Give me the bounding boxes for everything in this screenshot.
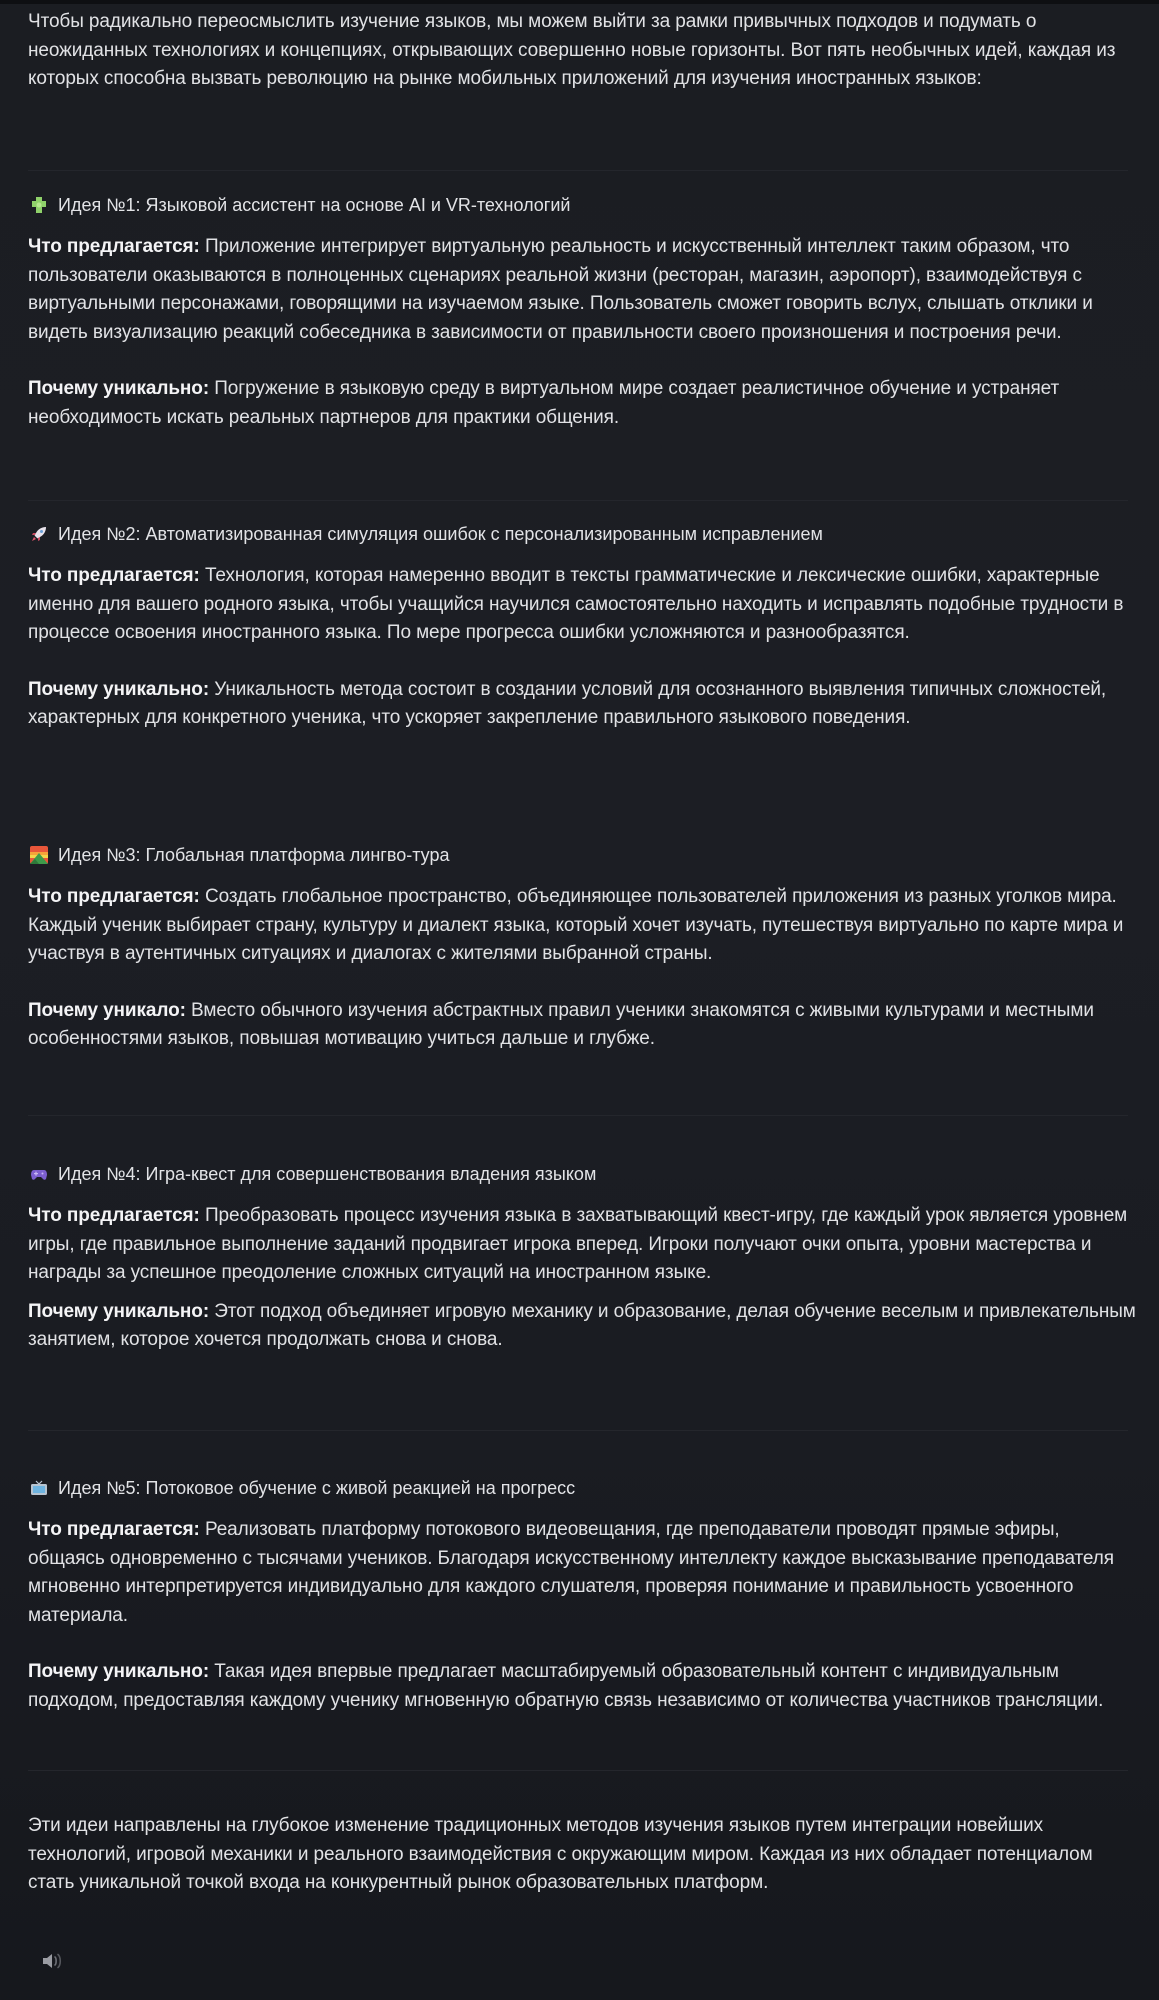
why-unique-text: Уникальность метода состоит в создании условий для осознанного выявления типичных сложностей, характерных для конкретного ученика, что ускоряет закрепление правильного языкового поведения. — [28, 678, 1107, 728]
idea-section-1 — [28, 191, 1138, 432]
idea-title-text: Идея №5: Потоковое обучение с живой реакцией на прогресс — [58, 1477, 576, 1498]
divider — [28, 1770, 1128, 1771]
why-unique-paragraph — [28, 1298, 1138, 1355]
divider — [28, 1115, 1128, 1116]
what-proposed-paragraph — [28, 1202, 1138, 1288]
idea-title-text: Идея №2: Автоматизированная симуляция ошибок с персонализированным исправлением — [58, 523, 823, 544]
what-proposed-paragraph — [28, 883, 1138, 969]
what-proposed-paragraph — [28, 562, 1138, 648]
why-unique-text: Такая идея впервые предлагает масштабируемый образовательный контент с индивидуальным подходом, предоставляя каждому ученику мгновенную обратную связь независимо от количества участников трансляции. — [28, 1661, 1104, 1711]
what-proposed-label: Что предлагается: — [28, 1519, 200, 1540]
idea-section-3 — [28, 841, 1138, 1054]
window-top-edge — [0, 0, 1159, 4]
why-unique-paragraph — [28, 1658, 1138, 1715]
conclusion-section — [28, 1812, 1138, 1898]
what-proposed-text: Технология, которая намеренно вводит в тексты грамматические и лексические ошибки, характерные именно для вашего родного языка, чтобы учащийся научился самостоятельно находить и исправлять подобные трудности в процессе освоения иностранного языка. По мере прогресса ошибки усложняются и разнообразятся. — [28, 565, 1124, 643]
conclusion-paragraph: Эти идеи направлены на глубокое изменение традиционных методов изучения языков путем интеграции новейших технологий, игровой механики и реального взаимодействия с окружающим миром. Каждая из них обладает потенциалом стать уникальной точкой входа на конкурентный рынок образовательных платформ. — [28, 1815, 1093, 1893]
what-proposed-text: Преобразовать процесс изучения языка в захватывающий квест-игру, где каждый урок является уровнем игры, где правильное выполнение заданий продвигает игрока вперед. Игроки получают очки опыта, уровни мастерства и награды за успешное преодоление сложных ситуаций на иностранном языке. — [28, 1205, 1128, 1283]
why-unique-paragraph — [28, 997, 1138, 1054]
intro-paragraph: Чтобы радикально переосмыслить изучение языков, мы можем выйти за рамки привычных подходов и подумать о неожиданных технологиях и концепциях, открывающих совершенно новые горизонты. Вот пять необычных идей, каждая из которых способна вызвать революцию на рынке мобильных приложений для изучения иностранных языков: — [28, 11, 1116, 89]
sunrise-over-mountains-icon — [28, 844, 50, 866]
divider — [28, 1430, 1128, 1431]
idea-section-5 — [28, 1474, 1138, 1715]
idea-section-4 — [28, 1160, 1138, 1355]
why-unique-label: Почему уникало: — [28, 999, 186, 1021]
why-unique-label: Почему уникально: — [28, 378, 210, 399]
why-unique-text: Вместо обычного изучения абстрактных правил ученики знакомятся с живыми культурами и местными особенностями языков, повышая мотивацию учиться дальше и глубже. — [28, 999, 1094, 1049]
why-unique-label: Почему уникально: — [28, 1661, 210, 1682]
why-unique-paragraph — [28, 375, 1138, 432]
idea-title-text: Идея №4: Игра-квест для совершенствования владения языком — [58, 1163, 597, 1184]
divider — [28, 500, 1128, 501]
what-proposed-text: Создать глобальное пространство, объединяющее пользователей приложения из разных уголков мира. Каждый ученик выбирает страну, культуру и диалект языка, который хочет изучать, путешествуя виртуально по карте мира и участвуя в аутентичных ситуациях и диалогах с жителями выбранной страны. — [28, 886, 1124, 964]
why-unique-label: Почему уникально: — [28, 1300, 210, 1322]
idea-title — [28, 1160, 1138, 1188]
assistant-message — [28, 8, 1138, 94]
what-proposed-label: Что предлагается: — [28, 236, 200, 257]
idea-title-text: Идея №3: Глобальная платформа лингво-тура — [58, 844, 450, 865]
why-unique-paragraph — [28, 676, 1138, 733]
speaker-icon — [40, 1956, 64, 1977]
why-unique-text: Этот подход объединяет игровую механику и образование, делая обучение веселым и привлекательным занятием, которое хочется продолжать снова и снова. — [28, 1300, 1136, 1350]
what-proposed-label: Что предлагается: — [28, 886, 200, 907]
what-proposed-paragraph — [28, 1516, 1138, 1630]
what-proposed-paragraph — [28, 233, 1138, 347]
idea-title-text: Идея №1: Языковой ассистент на основе AI и VR-технологий — [58, 194, 571, 215]
what-proposed-text: Реализовать платформу потокового видеовещания, где преподаватели проводят прямые эфиры, общаясь одновременно с тысячами учеников. Благодаря искусственному интеллекту каждое высказывание преподавателя мгновенно интерпретируется индивидуально для каждого слушателя, проверяя понимание и правильность усвоенного материала. — [28, 1519, 1114, 1626]
game-controller-icon — [28, 1163, 50, 1185]
idea-title — [28, 520, 1138, 548]
what-proposed-label: Что предлагается: — [28, 1205, 200, 1226]
television-icon — [28, 1477, 50, 1499]
divider — [28, 170, 1128, 171]
idea-title — [28, 841, 1138, 869]
idea-section-2 — [28, 520, 1138, 733]
rocket-icon — [28, 523, 50, 545]
puzzle-piece-icon — [28, 194, 50, 216]
why-unique-label: Почему уникально: — [28, 678, 210, 700]
why-unique-text: Погружение в языковую среду в виртуальном мире создает реалистичное обучение и устраняет необходимость искать реальных партнеров для практики общения. — [28, 378, 1060, 428]
what-proposed-text: Приложение интегрирует виртуальную реальность и искусственный интеллект таким образом, что пользователи оказываются в полноценных сценариях реальной жизни (ресторан, магазин, аэропорт), взаимодействуя с виртуальными персонажами, говорящими на изучаемом языке. Пользователь сможет говорить вслух, слышать отклики и видеть визуализацию реакций собеседника в зависимости от правильности своего произношения и построения речи. — [28, 236, 1093, 343]
idea-title — [28, 191, 1138, 219]
read-aloud-button[interactable] — [40, 1950, 64, 1972]
what-proposed-label: Что предлагается: — [28, 565, 200, 586]
idea-title — [28, 1474, 1138, 1502]
